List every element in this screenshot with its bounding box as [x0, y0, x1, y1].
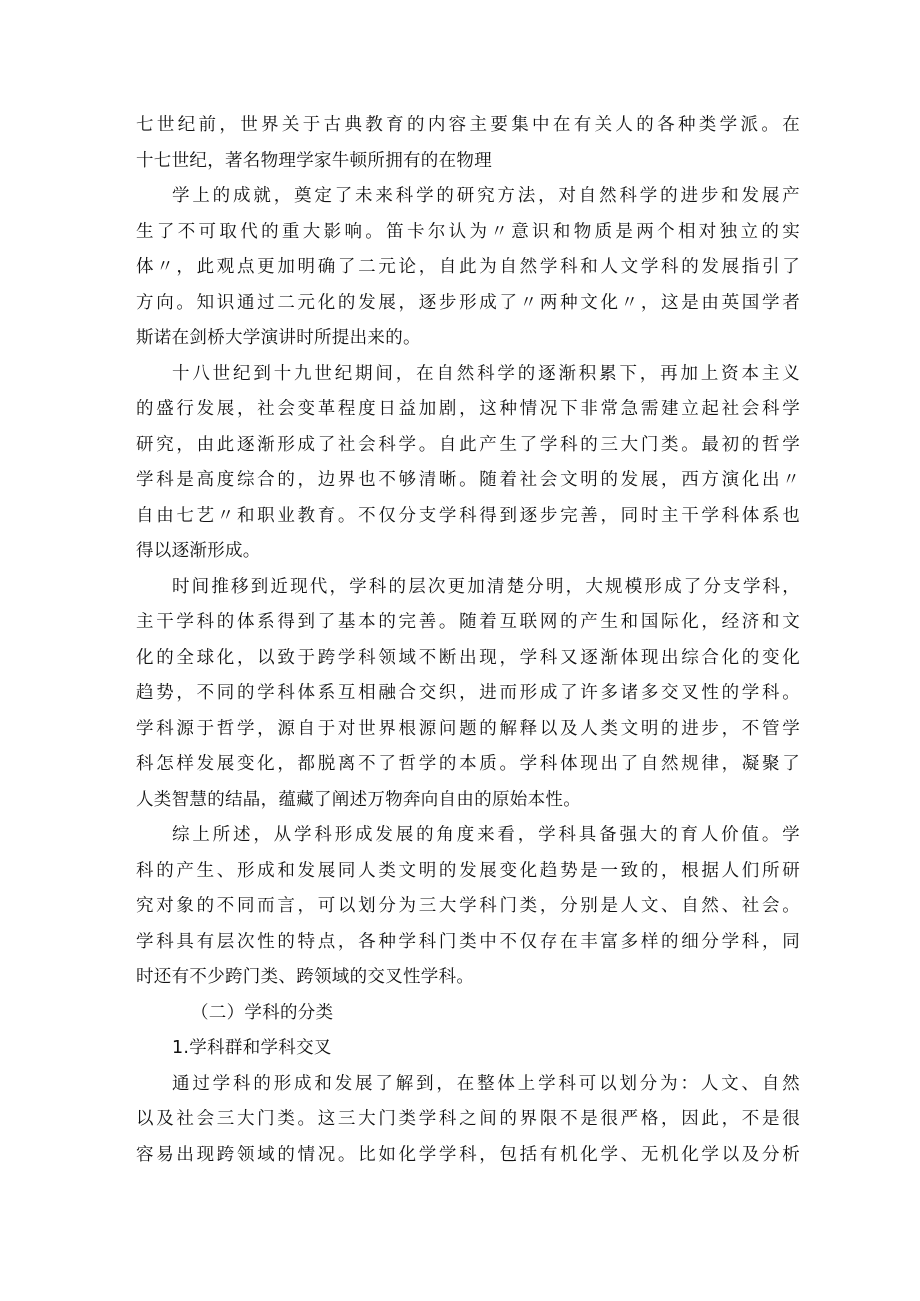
subsection-heading: 1.学科群和学科交叉 — [172, 1038, 332, 1058]
text-line: 究对象的不同而言，可以划分为三大学科门类，分别是人文、自然、社会。 — [136, 896, 800, 916]
text-line: 学上的成就，奠定了未来科学的研究方法，对自然科学的进步和发展产 — [172, 186, 800, 206]
text-line: 学科具有层次性的特点，各种学科门类中不仅存在丰富多样的细分学科，同 — [136, 931, 800, 952]
text-line: 通过学科的形成和发展了解到，在整体上学科可以划分为：人文、自然 — [172, 1073, 800, 1094]
text-line: 方向。知识通过二元化的发展，逐步形成了〃两种文化〃，这是由英国学者 — [136, 292, 800, 313]
text-line: 体〃，此观点更加明确了二元论，自此为自然学科和人文学科的发展指引了 — [136, 257, 800, 277]
text-line: 研究，由此逐渐形成了社会科学。自此产生了学科的三大门类。最初的哲学 — [136, 434, 800, 455]
text-line: 学科是高度综合的，边界也不够清晰。随着社会文明的发展，西方演化出〃 — [136, 470, 800, 490]
text-line: 时间推移到近现代，学科的层次更加清楚分明，大规模形成了分支学科， — [172, 576, 800, 597]
text-line: 科的产生、形成和发展同人类文明的发展变化趋势是一致的，根据人们所研 — [136, 860, 800, 881]
text-line: 七世纪前，世界关于古典教育的内容主要集中在有关人的各种类学派。在 — [136, 115, 800, 135]
text-line: 主干学科的体系得到了基本的完善。随着互联网的产生和国际化，经济和文 — [136, 612, 800, 632]
text-line: 得以逐渐形成。 — [136, 541, 261, 561]
text-line: 斯诺在剑桥大学演讲时所提出来的。 — [136, 328, 421, 348]
text-line: 综上所述，从学科形成发展的角度来看，学科具备强大的育人价值。学 — [172, 825, 800, 845]
text-line: 十七世纪，著名物理学家牛顿所拥有的在物理 — [136, 150, 492, 171]
text-line: 的盛行发展，社会变革程度日益加剧，这种情况下非常急需建立起社会科学 — [136, 399, 800, 419]
document-body — [136, 108, 800, 1173]
text-line: 时还有不少跨门类、跨领域的交叉性学科。 — [136, 967, 475, 987]
text-line: 学科源于哲学，源自于对世界根源问题的解释以及人类文明的进步，不管学 — [136, 718, 800, 739]
text-line: 十八世纪到十九世纪期间，在自然科学的逐渐积累下，再加上资本主义 — [172, 363, 800, 384]
text-line: 趋势，不同的学科体系互相融合交织，进而形成了许多诸多交叉性的学科。 — [136, 683, 800, 703]
text-line: 生了不可取代的重大影响。笛卡尔认为〃意识和物质是两个相对独立的实 — [136, 221, 800, 242]
text-line: 人类智慧的结晶，蕴藏了阐述万物奔向自由的原始本性。 — [136, 789, 581, 810]
text-line: 容易出现跨领域的情况。比如化学学科，包括有机化学、无机化学以及分析 — [136, 1144, 800, 1165]
text-line: 科怎样发展变化，都脱离不了哲学的本质。学科体现出了自然规律，凝聚了 — [136, 754, 800, 774]
text-line: 自由七艺〃和职业教育。不仅分支学科得到逐步完善，同时主干学科体系也 — [136, 505, 800, 526]
section-heading: （二）学科的分类 — [191, 1002, 334, 1023]
text-line: 以及社会三大门类。这三大门类学科之间的界限不是很严格，因此，不是很 — [136, 1109, 800, 1129]
text-line: 化的全球化，以致于跨学科领域不断出现，学科又逐渐体现出综合化的变化 — [136, 647, 800, 668]
